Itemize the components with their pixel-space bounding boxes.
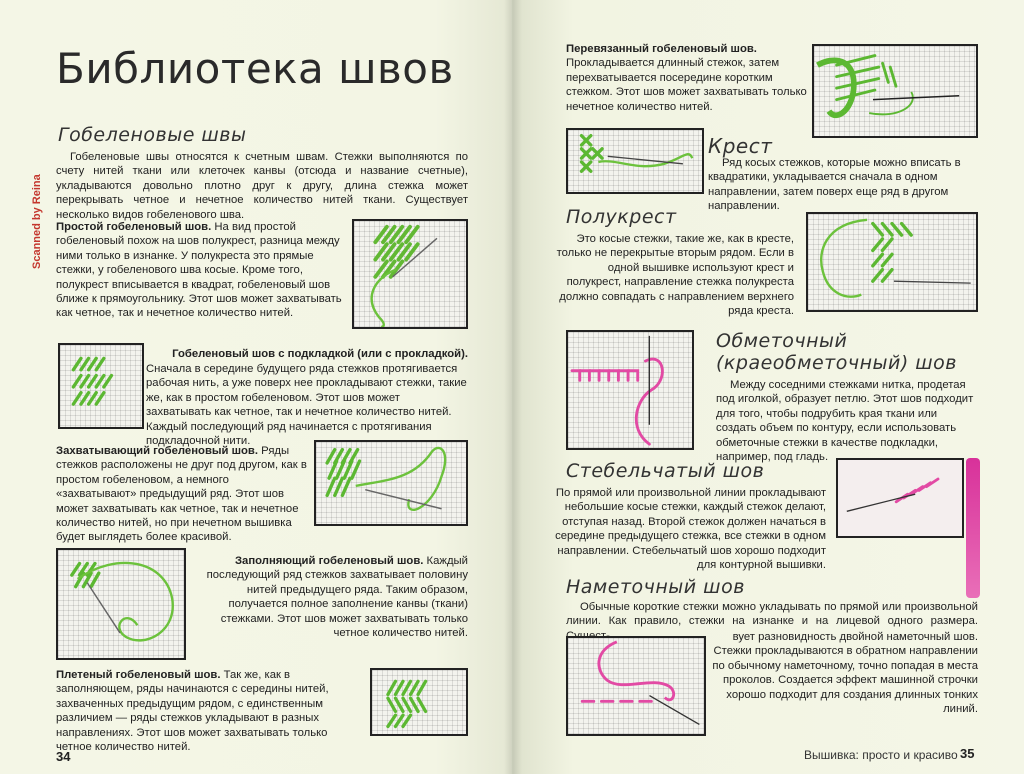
stem-thread	[966, 458, 980, 598]
heading-cross: Крест	[708, 134, 773, 158]
scan-note: Scanned by Reina	[31, 174, 43, 269]
photo-simple-gobelin	[352, 219, 468, 329]
photo-fill-gobelin	[56, 548, 186, 660]
simple-gobelin-title: Простой гобеленовый шов.	[56, 221, 212, 233]
padded-gobelin-text: Сначала в середине будущего ряда стежков протягивается рабочая нить, а уже поверх нее прокладывают стежки, такие же, как в простом гобеленовом. Этот шов может захватывать как четное, так и нечетное количество нитей. Каждый последующий ряд начинается с протягивания подкладочной нити.	[146, 363, 467, 448]
tied-gobelin-text: Перевязанный гобеленовый шов. Прокладывается длинный стежок, затем перехватывается посередине коротким стежком. Этот шов может захватывать только нечетное количество нитей.	[566, 43, 807, 113]
fill-gobelin-text: Заполняющий гобеленовый шов. Каждый последующий ряд стежков захватывает половину нитей предыдущего ряда. Таким образом, получается полное заполнение канвы (ткани) стежками. Этот шов может захватывать только четное количество нитей.	[206, 555, 468, 640]
photo-overcast	[566, 330, 694, 450]
page-title: Библиотека швов	[56, 44, 454, 93]
photo-stem	[836, 458, 964, 538]
footer-title: Вышивка: просто и красиво	[804, 748, 958, 762]
braid-gobelin-text: Плетеный гобеленовый шов. Так же, как в заполняющем, ряды начинаются с середины нитей, захваченных предыдущим рядом, с единственным различием — ряды стежков укладывают в разных направлениях. Этот шов может захватывать только четное количество нитей.	[56, 669, 329, 754]
page-right	[512, 0, 1024, 774]
tied-gobelin-title: Перевязанный гобеленовый шов.	[566, 43, 757, 55]
overcast-text: Между соседними стежками нитка, продетая под иголкой, образует петлю. Этот шов подходит для того, чтобы подрубить края ткани или создать объем по контуру, если использовать обметочные стежки в качестве подкладки, например, под гладь.	[716, 379, 974, 464]
baste-text-1: Обычные короткие стежки можно укладывать по прямой или произвольной линии. Как правило, стежки на изнанке и на лицевой одного размера.	[566, 601, 978, 628]
heading-baste: Наметочный шов	[566, 576, 745, 598]
heading-overcast-2: (краеобметочный) шов	[716, 352, 957, 374]
photo-tied-gobelin	[812, 44, 978, 138]
heading-stem: Стебельчатый шов	[566, 460, 765, 482]
photo-braid-gobelin	[370, 668, 468, 736]
heading-overcast-1: Обметочный	[716, 330, 848, 352]
catch-gobelin-title: Захватывающий гобеленовый шов.	[56, 445, 259, 457]
cross-text: Ряд косых стежков, которые можно вписать в квадратики, укладывается сначала в одном направлении, затем поверх еще ряд в другом направлении.	[708, 157, 961, 213]
photo-catch-gobelin	[314, 440, 468, 526]
intro-paragraph: Гобеленовые швы относятся к счетным швам. Стежки выполняются по счету нитей ткани или клеточек канвы (отсюда и название счетные), укладываются довольно плотно друг к другу, длина стежка может перекрывать четное и нечетное количество нитей ткани. Существует несколько видов гобеленового шва.	[56, 151, 468, 221]
page-number-right: 35	[960, 746, 975, 761]
heading-gobelin: Гобеленовые швы	[58, 124, 247, 146]
heading-halfcross: Полукрест	[566, 206, 677, 228]
photo-cross	[566, 128, 704, 194]
baste-text-2: вует разновидность двойной наметочный шов. Стежки прокладываются в обратном направлении по обычному наметочному, точно попадая в места проколов. Создается эффект машинной строчки хорошо подходит для создания длинных тонких линий.	[712, 631, 978, 716]
simple-gobelin-text: Простой гобеленовый шов. На вид простой гобеленовый похож на шов полукрест, разница между ними только в изнанке. У полукреста это прямые стежки, у гобеленового шва косые. Кроме того, полукрест вписывается в квадрат, гобеленовый шов ближе к прямоугольнику. Этот шов может захватывать как четное, так и нечетное количество нитей.	[56, 221, 342, 320]
catch-gobelin-text: Захватывающий гобеленовый шов. Ряды стежков расположены не друг под другом, как в простом гобеленовом, а немного «захватывают» предыдущий ряд. Этот шов может захватывать как четное, так и нечетное количество нитей, но при нечетном вышивка будет выглядеть более красивой.	[56, 445, 307, 544]
photo-baste	[566, 636, 706, 736]
fill-gobelin-title: Заполняющий гобеленовый шов.	[234, 555, 424, 567]
padded-gobelin-title: Гобеленовый шов с подкладкой (или с прокладкой).	[172, 348, 468, 360]
page-number-left: 34	[56, 749, 71, 764]
photo-padded-gobelin	[58, 343, 144, 429]
stem-text: По прямой или произвольной линии прокладывают небольшие косые стежки, каждый стежок делают, отступая назад. Второй стежок должен начаться в середине предыдущего стежка, все стежки в одном направлении. Стебельчатый шов хорошо подходит для контурной вышивки.	[555, 487, 826, 572]
stem-text-a	[550, 486, 826, 572]
braid-gobelin-title: Плетеный гобеленовый шов.	[56, 669, 221, 681]
photo-halfcross	[806, 212, 978, 312]
halfcross-text: Это косые стежки, такие же, как в кресте, только не перекрытые вторым рядом. Если в одной вышивке используют крест и полукрест, направление стежка полукреста должно совпадать с направлением верхнего ряда креста.	[556, 233, 794, 318]
